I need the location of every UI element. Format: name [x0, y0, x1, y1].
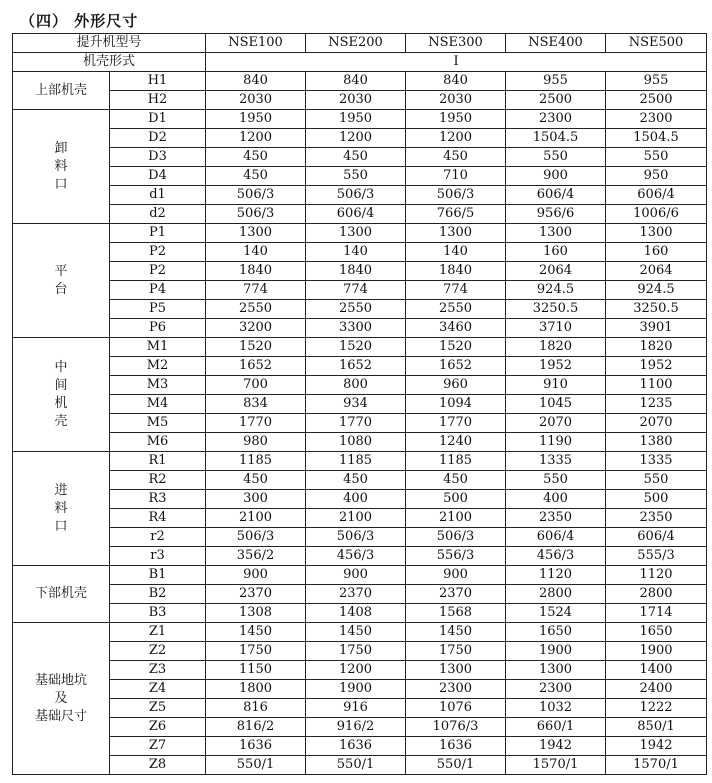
dimension-value: 1568	[406, 604, 506, 623]
dimension-value: 1952	[506, 357, 606, 376]
dimension-value: 1652	[406, 357, 506, 376]
dimension-value: 1200	[206, 129, 306, 148]
dimension-value: 1504.5	[506, 129, 606, 148]
dimension-value: 950	[606, 167, 707, 186]
housing-type-row	[13, 53, 707, 72]
dimension-value: 3300	[306, 319, 406, 338]
dimension-value: 2030	[406, 91, 506, 110]
table-row	[13, 129, 707, 148]
dimension-value: 1650	[506, 623, 606, 642]
dimension-value: 1820	[606, 338, 707, 357]
dimension-value: 850/1	[606, 718, 707, 737]
dimension-value: 924.5	[506, 281, 606, 300]
dimension-value: 1770	[306, 414, 406, 433]
dimension-value: 1524	[506, 604, 606, 623]
dimension-value: 816/2	[206, 718, 306, 737]
dimension-value: 1120	[506, 566, 606, 585]
dimension-value: 1950	[306, 110, 406, 129]
dimension-value: 1950	[406, 110, 506, 129]
dimension-code: Z1	[110, 623, 206, 642]
dimension-value: 1200	[306, 661, 406, 680]
dimension-code: M6	[110, 433, 206, 452]
dimension-value: 550	[606, 148, 707, 167]
dimension-value: 506/3	[306, 528, 406, 547]
table-row	[13, 376, 707, 395]
dimension-value: 400	[506, 490, 606, 509]
dimension-value: 2550	[306, 300, 406, 319]
dimensions-table	[12, 33, 707, 775]
dimension-code: Z6	[110, 718, 206, 737]
table-row	[13, 699, 707, 718]
table-row	[13, 243, 707, 262]
dimension-value: 356/2	[206, 547, 306, 566]
dimension-value: 2300	[506, 110, 606, 129]
header-row	[13, 34, 707, 53]
dimension-code: Z3	[110, 661, 206, 680]
dimension-value: 1300	[206, 224, 306, 243]
table-row	[13, 718, 707, 737]
dimension-value: 955	[506, 72, 606, 91]
dimension-value: 1094	[406, 395, 506, 414]
dimension-value: 1450	[306, 623, 406, 642]
dimension-value: 1820	[506, 338, 606, 357]
dimension-value: 2350	[606, 509, 707, 528]
dimension-value: 774	[306, 281, 406, 300]
dimension-value: 840	[306, 72, 406, 91]
dimension-value: 1942	[506, 737, 606, 756]
dimension-value: 2100	[306, 509, 406, 528]
dimension-value: 1520	[206, 338, 306, 357]
dimension-value: 456/3	[306, 547, 406, 566]
dimension-value: 1235	[606, 395, 707, 414]
dimension-code: M4	[110, 395, 206, 414]
dimension-value: 1950	[206, 110, 306, 129]
dimension-value: 1150	[206, 661, 306, 680]
dimension-value: 2064	[506, 262, 606, 281]
dimension-value: 1520	[406, 338, 506, 357]
dimension-value: 450	[406, 471, 506, 490]
dimension-value: 1408	[306, 604, 406, 623]
table-row	[13, 167, 707, 186]
dimension-value: 900	[206, 566, 306, 585]
dimension-value: 500	[606, 490, 707, 509]
table-row	[13, 756, 707, 775]
dimension-value: 555/3	[606, 547, 707, 566]
dimension-value: 506/3	[206, 186, 306, 205]
table-row	[13, 566, 707, 585]
dimension-value: 1900	[306, 680, 406, 699]
dimension-value: 556/3	[406, 547, 506, 566]
dimension-code: P4	[110, 281, 206, 300]
dimension-value: 1900	[606, 642, 707, 661]
dimension-value: 456/3	[506, 547, 606, 566]
dimension-value: 300	[206, 490, 306, 509]
dimension-code: M3	[110, 376, 206, 395]
dimension-code: P2	[110, 243, 206, 262]
dimension-value: 1400	[606, 661, 707, 680]
dimension-value: 956/6	[506, 205, 606, 224]
group-label: 下部机壳	[13, 566, 110, 623]
dimension-code: Z5	[110, 699, 206, 718]
dimension-value: 160	[506, 243, 606, 262]
dimension-value: 606/4	[606, 528, 707, 547]
dimension-value: 1185	[306, 452, 406, 471]
dimension-value: 2064	[606, 262, 707, 281]
dimension-value: 1770	[206, 414, 306, 433]
dimension-value: 910	[506, 376, 606, 395]
dimension-value: 900	[306, 566, 406, 585]
dimension-value: 710	[406, 167, 506, 186]
dimension-value: 450	[206, 148, 306, 167]
dimension-value: 550/1	[306, 756, 406, 775]
dimension-code: r3	[110, 547, 206, 566]
table-row	[13, 262, 707, 281]
dimension-value: 140	[206, 243, 306, 262]
dimension-value: 1636	[406, 737, 506, 756]
dimension-value: 1300	[406, 224, 506, 243]
dimension-code: M5	[110, 414, 206, 433]
group-label: 卸 料 口	[13, 110, 110, 224]
dimension-value: 1942	[606, 737, 707, 756]
dimension-value: 550/1	[406, 756, 506, 775]
dimension-value: 2300	[406, 680, 506, 699]
dimension-value: 506/3	[306, 186, 406, 205]
dimension-value: 506/3	[406, 186, 506, 205]
table-row	[13, 604, 707, 623]
dimension-value: 450	[206, 471, 306, 490]
group-label: 平 台	[13, 224, 110, 338]
dimension-value: 1570/1	[506, 756, 606, 775]
dimension-value: 1840	[406, 262, 506, 281]
dimension-value: 774	[406, 281, 506, 300]
dimension-code: P2	[110, 262, 206, 281]
dimension-code: H2	[110, 91, 206, 110]
dimension-value: 816	[206, 699, 306, 718]
dimension-code: d1	[110, 186, 206, 205]
dimension-value: 916/2	[306, 718, 406, 737]
dimension-value: 2550	[206, 300, 306, 319]
dimension-value: 3460	[406, 319, 506, 338]
dimension-value: 2800	[506, 585, 606, 604]
table-row	[13, 338, 707, 357]
model-header: NSE300	[406, 34, 506, 53]
model-header: NSE400	[506, 34, 606, 53]
dimension-value: 2100	[206, 509, 306, 528]
dimension-value: 1800	[206, 680, 306, 699]
model-header: NSE500	[606, 34, 707, 53]
dimension-value: 1770	[406, 414, 506, 433]
dimension-code: P5	[110, 300, 206, 319]
dimension-value: 2300	[606, 110, 707, 129]
dimension-code: D2	[110, 129, 206, 148]
group-label: 基础地坑 及 基础尺寸	[13, 623, 110, 775]
dimension-value: 606/4	[306, 205, 406, 224]
dimension-value: 1636	[206, 737, 306, 756]
table-row	[13, 148, 707, 167]
dimension-value: 2300	[506, 680, 606, 699]
dimension-value: 2030	[206, 91, 306, 110]
dimension-code: d2	[110, 205, 206, 224]
dimension-value: 1006/6	[606, 205, 707, 224]
dimension-value: 980	[206, 433, 306, 452]
dimension-value: 3200	[206, 319, 306, 338]
dimension-value: 1380	[606, 433, 707, 452]
dimension-code: D1	[110, 110, 206, 129]
dimension-value: 834	[206, 395, 306, 414]
dimension-value: 1032	[506, 699, 606, 718]
dimension-value: 2030	[306, 91, 406, 110]
table-row	[13, 72, 707, 91]
dimension-value: 506/3	[406, 528, 506, 547]
dimension-value: 450	[406, 148, 506, 167]
dimension-value: 1750	[306, 642, 406, 661]
dimension-value: 1636	[306, 737, 406, 756]
dimension-value: 2500	[506, 91, 606, 110]
dimension-code: R1	[110, 452, 206, 471]
table-row	[13, 623, 707, 642]
model-header: NSE200	[306, 34, 406, 53]
section-title: （四） 外形尺寸	[20, 12, 139, 30]
dimension-value: 1076/3	[406, 718, 506, 737]
dimension-value: 1300	[306, 224, 406, 243]
dimension-value: 924.5	[606, 281, 707, 300]
dimension-value: 916	[306, 699, 406, 718]
dimension-code: Z8	[110, 756, 206, 775]
dimension-value: 550	[306, 167, 406, 186]
dimension-value: 1714	[606, 604, 707, 623]
table-row	[13, 528, 707, 547]
dimension-value: 2370	[406, 585, 506, 604]
dimension-value: 1750	[406, 642, 506, 661]
dimension-value: 1570/1	[606, 756, 707, 775]
dimension-value: 506/3	[206, 528, 306, 547]
table-row	[13, 471, 707, 490]
dimension-value: 840	[406, 72, 506, 91]
dimension-value: 500	[406, 490, 506, 509]
dimension-value: 1308	[206, 604, 306, 623]
table-row	[13, 661, 707, 680]
dimension-value: 3250.5	[606, 300, 707, 319]
dimension-code: Z7	[110, 737, 206, 756]
dimension-value: 1120	[606, 566, 707, 585]
dimension-value: 3250.5	[506, 300, 606, 319]
table-row	[13, 319, 707, 338]
dimension-value: 2070	[506, 414, 606, 433]
table-row	[13, 737, 707, 756]
table-row	[13, 452, 707, 471]
dimension-value: 1076	[406, 699, 506, 718]
table-row	[13, 281, 707, 300]
dimension-value: 1300	[506, 224, 606, 243]
dimension-value: 1952	[606, 357, 707, 376]
dimension-code: M1	[110, 338, 206, 357]
housing-type-value: I	[206, 53, 707, 72]
dimension-value: 1200	[406, 129, 506, 148]
dimension-value: 606/4	[506, 186, 606, 205]
dimension-value: 1100	[606, 376, 707, 395]
dimension-code: B1	[110, 566, 206, 585]
dimension-value: 1840	[306, 262, 406, 281]
dimension-value: 160	[606, 243, 707, 262]
dimension-value: 550	[506, 148, 606, 167]
dimension-code: R2	[110, 471, 206, 490]
dimension-value: 955	[606, 72, 707, 91]
table-row	[13, 110, 707, 129]
dimension-value: 900	[406, 566, 506, 585]
dimension-code: D3	[110, 148, 206, 167]
dimension-value: 1652	[306, 357, 406, 376]
table-row	[13, 490, 707, 509]
model-header: NSE100	[206, 34, 306, 53]
dimension-code: B3	[110, 604, 206, 623]
table-row	[13, 509, 707, 528]
dimension-value: 2370	[206, 585, 306, 604]
table-row	[13, 357, 707, 376]
table-row	[13, 91, 707, 110]
dimension-value: 1520	[306, 338, 406, 357]
dimension-value: 700	[206, 376, 306, 395]
table-row	[13, 224, 707, 243]
dimension-code: D4	[110, 167, 206, 186]
dimension-value: 450	[306, 471, 406, 490]
dimension-value: 900	[506, 167, 606, 186]
table-row	[13, 433, 707, 452]
dimension-value: 400	[306, 490, 406, 509]
dimension-code: P1	[110, 224, 206, 243]
dimension-value: 606/4	[506, 528, 606, 547]
dimension-value: 2370	[306, 585, 406, 604]
table-row	[13, 547, 707, 566]
dimension-value: 450	[306, 148, 406, 167]
dimension-value: 2100	[406, 509, 506, 528]
table-row	[13, 395, 707, 414]
dimension-code: B2	[110, 585, 206, 604]
dimension-value: 1185	[206, 452, 306, 471]
dimension-value: 1300	[506, 661, 606, 680]
dimension-value: 1450	[406, 623, 506, 642]
dimension-value: 140	[306, 243, 406, 262]
table-row	[13, 205, 707, 224]
dimension-value: 550	[606, 471, 707, 490]
dimension-code: M2	[110, 357, 206, 376]
model-label: 提升机型号	[13, 34, 206, 53]
dimension-code: Z2	[110, 642, 206, 661]
dimension-value: 2550	[406, 300, 506, 319]
dimension-value: 1335	[606, 452, 707, 471]
dimension-value: 1200	[306, 129, 406, 148]
dimension-value: 934	[306, 395, 406, 414]
dimension-value: 800	[306, 376, 406, 395]
dimension-value: 1650	[606, 623, 707, 642]
dimension-value: 1900	[506, 642, 606, 661]
dimension-value: 1840	[206, 262, 306, 281]
dimension-value: 766/5	[406, 205, 506, 224]
dimension-code: R4	[110, 509, 206, 528]
dimension-value: 1240	[406, 433, 506, 452]
dimension-code: R3	[110, 490, 206, 509]
table-row	[13, 300, 707, 319]
dimension-value: 1190	[506, 433, 606, 452]
dimension-value: 2500	[606, 91, 707, 110]
dimension-value: 3710	[506, 319, 606, 338]
dimension-value: 1300	[406, 661, 506, 680]
dimension-value: 1222	[606, 699, 707, 718]
dimension-code: P6	[110, 319, 206, 338]
housing-type-label: 机壳形式	[13, 53, 206, 72]
dimension-value: 840	[206, 72, 306, 91]
dimension-value: 1504.5	[606, 129, 707, 148]
dimension-value: 506/3	[206, 205, 306, 224]
table-row	[13, 186, 707, 205]
table-row	[13, 642, 707, 661]
dimension-value: 550/1	[206, 756, 306, 775]
dimension-value: 2400	[606, 680, 707, 699]
table-row	[13, 414, 707, 433]
table-row	[13, 680, 707, 699]
table-row	[13, 585, 707, 604]
dimension-value: 774	[206, 281, 306, 300]
dimension-value: 550	[506, 471, 606, 490]
dimension-value: 450	[206, 167, 306, 186]
group-label: 上部机壳	[13, 72, 110, 110]
dimension-code: r2	[110, 528, 206, 547]
dimension-value: 2350	[506, 509, 606, 528]
dimension-value: 140	[406, 243, 506, 262]
dimension-value: 1335	[506, 452, 606, 471]
dimension-value: 1185	[406, 452, 506, 471]
dimension-code: H1	[110, 72, 206, 91]
dimension-value: 1652	[206, 357, 306, 376]
group-label: 中 间 机 壳	[13, 338, 110, 452]
dimension-value: 1450	[206, 623, 306, 642]
dimension-value: 1750	[206, 642, 306, 661]
dimension-value: 3901	[606, 319, 707, 338]
dimension-value: 660/1	[506, 718, 606, 737]
dimension-value: 1300	[606, 224, 707, 243]
dimension-value: 960	[406, 376, 506, 395]
dimension-value: 1080	[306, 433, 406, 452]
dimension-value: 1045	[506, 395, 606, 414]
dimension-code: Z4	[110, 680, 206, 699]
dimension-value: 606/4	[606, 186, 707, 205]
group-label: 进 料 口	[13, 452, 110, 566]
dimension-value: 2800	[606, 585, 707, 604]
dimension-value: 2070	[606, 414, 707, 433]
